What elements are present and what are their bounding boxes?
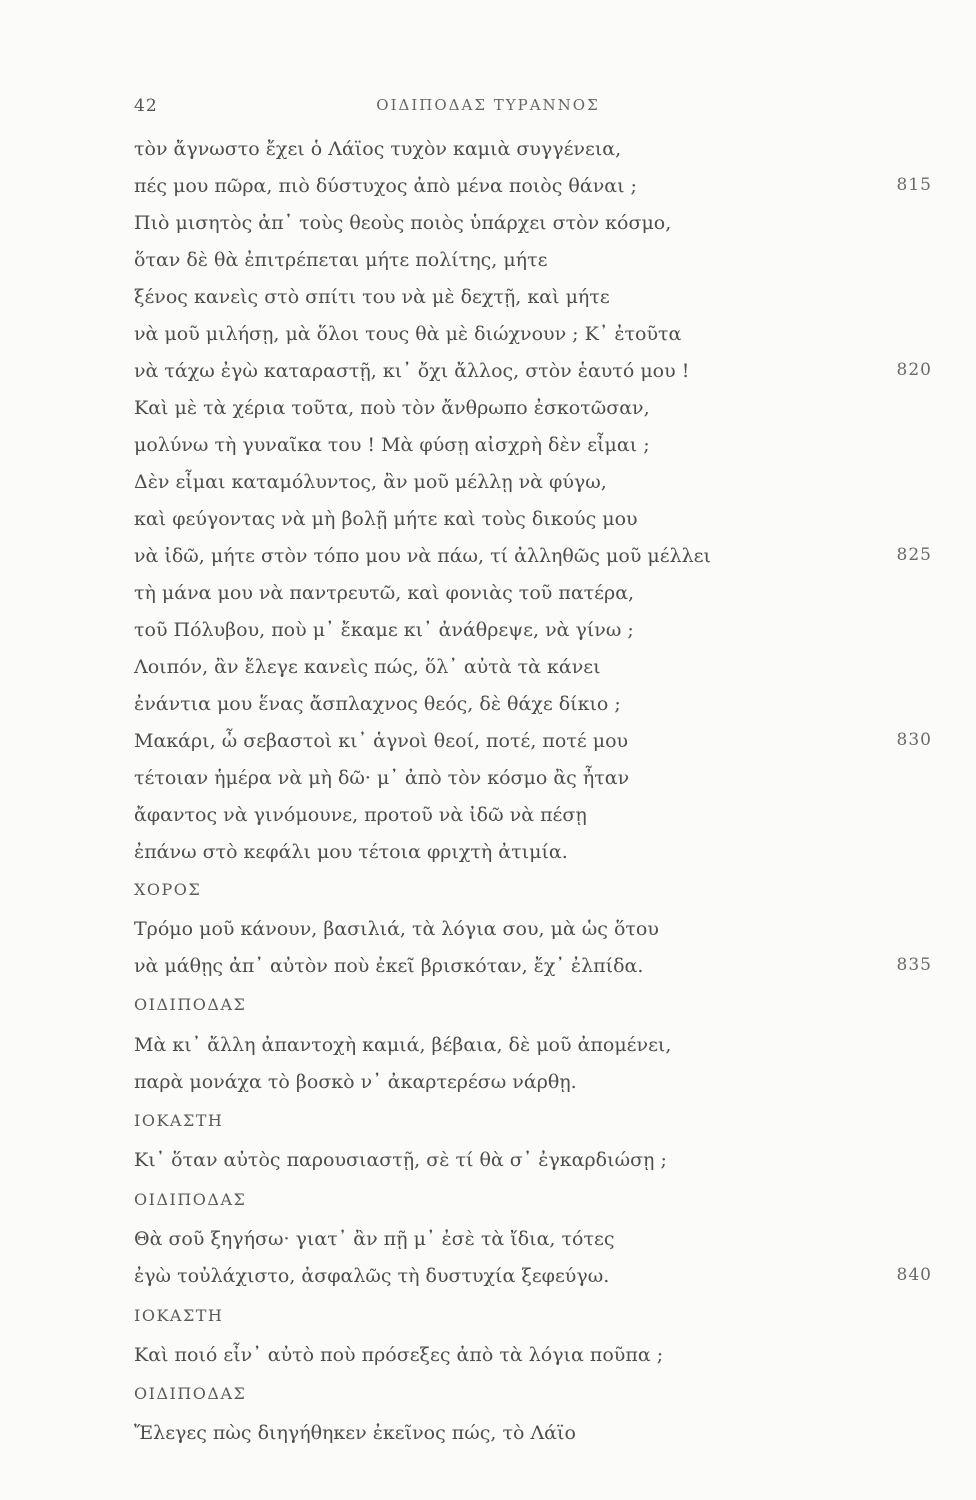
verse-line: τὸν ἄγνωστο ἔχει ὁ Λάϊος τυχὸν καμιὰ συγγένεια, (134, 138, 622, 160)
verse-line: καὶ φεύγοντας νὰ μὴ βολῇ μήτε καὶ τοὺς δικούς μου (134, 508, 638, 530)
speaker-name: ΙΟΚΑΣΤΗ (134, 1306, 224, 1325)
speaker-name: ΟΙΔΙΠΟΔΑΣ (134, 1190, 247, 1209)
verse-line: Κι᾽ ὅταν αὐτὸς παρουσιαστῇ, σὲ τί θὰ σ᾽ ἐγκαρδιώσῃ ; (134, 1149, 667, 1171)
verse-line: παρὰ μονάχα τὸ βοσκὸ ν᾽ ἀκαρτερέσω νάρθῃ. (134, 1071, 577, 1093)
verse-line: ἐνάντια μου ἕνας ἄσπλαχνος θεός, δὲ θάχε δίκιο ; (134, 693, 621, 715)
line-number: 825 (896, 545, 932, 565)
speaker-name: ΧΟΡΟΣ (134, 880, 202, 899)
verse-line: ἐγὼ τοὐλάχιστο, ἀσφαλῶς τὴ δυστυχία ξεφεύγω. (134, 1265, 610, 1287)
verse-line: νὰ ἰδῶ, μήτε στὸν τόπο μου νὰ πάω, τί ἀλληθῶς μοῦ μέλλει (134, 545, 711, 567)
verse-line: ἐπάνω στὸ κεφάλι μου τέτοια φριχτὴ ἀτιμία. (134, 841, 568, 863)
verse-line: Καὶ ποιό εἶν᾽ αὐτὸ ποὺ πρόσεξες ἀπὸ τὰ λόγια ποῦπα ; (134, 1344, 664, 1366)
verse-line: νὰ τάχω ἐγὼ καταραστῇ, κι᾽ ὄχι ἄλλος, στὸν ἑαυτό μου ! (134, 360, 690, 382)
speaker-name: ΙΟΚΑΣΤΗ (134, 1111, 224, 1130)
verse-line: νὰ μοῦ μιλήσῃ, μὰ ὅλοι τους θὰ μὲ διώχνουν ; Κ᾽ ἐτοῦτα (134, 323, 682, 345)
verse-line: Ἔλεγες πὼς διηγήθηκεν ἐκεῖνος πώς, τὸ Λάϊο (134, 1422, 576, 1444)
verse-line: ὅταν δὲ θὰ ἐπιτρέπεται μήτε πολίτης, μήτε (134, 249, 548, 271)
verse-line: Δὲν εἶμαι καταμόλυντος, ἂν μοῦ μέλλῃ νὰ φύγω, (134, 471, 607, 493)
speaker-name: ΟΙΔΙΠΟΔΑΣ (134, 995, 247, 1014)
verse-line: πές μου πῶρα, πιὸ δύστυχος ἀπὸ μένα ποιὸς θάναι ; (134, 175, 637, 197)
verse-line: ἄφαντος νὰ γινόμουνε, προτοῦ νὰ ἰδῶ νὰ πέσῃ (134, 804, 587, 826)
verse-line: τέτοιαν ἡμέρα νὰ μὴ δῶ· μ᾽ ἀπὸ τὸν κόσμο ἂς ἦταν (134, 767, 630, 789)
line-number: 835 (896, 955, 932, 975)
verse-line: Πιὸ μισητὸς ἀπ᾽ τοὺς θεοὺς ποιὸς ὑπάρχει στὸν κόσμο, (134, 212, 672, 234)
verse-line: Μακάρι, ὦ σεβαστοὶ κι᾽ ἁγνοὶ θεοί, ποτέ, ποτέ μου (134, 730, 629, 752)
verse-line: τοῦ Πόλυβου, ποὺ μ᾽ ἔκαμε κι᾽ ἀνάθρεψε, νὰ γίνω ; (134, 619, 634, 641)
page-number: 42 (134, 96, 158, 116)
line-number: 840 (896, 1265, 932, 1285)
verse-line: ξένος κανεὶς στὸ σπίτι του νὰ μὲ δεχτῇ, καὶ μήτε (134, 286, 610, 308)
verse-line: Καὶ μὲ τὰ χέρια τοῦτα, ποὺ τὸν ἄνθρωπο ἐσκοτῶσαν, (134, 397, 650, 419)
line-number: 815 (896, 175, 932, 195)
verse-line: τὴ μάνα μου νὰ παντρευτῶ, καὶ φονιὰς τοῦ πατέρα, (134, 582, 635, 604)
verse-line: Μὰ κι᾽ ἄλλη ἀπαντοχὴ καμιά, βέβαια, δὲ μοῦ ἀπομένει, (134, 1034, 672, 1056)
running-title: ΟΙΔΙΠΟΔΑΣ ΤΥΡΑΝΝΟΣ (376, 96, 600, 114)
verse-line: Τρόμο μοῦ κάνουν, βασιλιά, τὰ λόγια σου, μὰ ὡς ὅτου (134, 918, 659, 940)
verse-line: Θὰ σοῦ ξηγήσω· γιατ᾽ ἂν πῇ μ᾽ ἐσὲ τὰ ἴδια, τότες (134, 1228, 615, 1250)
verse-line: Λοιπόν, ἂν ἔλεγε κανεὶς πώς, ὅλ᾽ αὐτὰ τὰ κάνει (134, 656, 601, 678)
verse-line: νὰ μάθῃς ἀπ᾽ αὐτὸν ποὺ ἐκεῖ βρισκόταν, ἔχ᾽ ἐλπίδα. (134, 955, 644, 977)
line-number: 820 (896, 360, 932, 380)
line-number: 830 (896, 730, 932, 750)
verse-line: μολύνω τὴ γυναῖκα του ! Μὰ φύσῃ αἰσχρὴ δὲν εἶμαι ; (134, 434, 650, 456)
speaker-name: ΟΙΔΙΠΟΔΑΣ (134, 1384, 247, 1403)
